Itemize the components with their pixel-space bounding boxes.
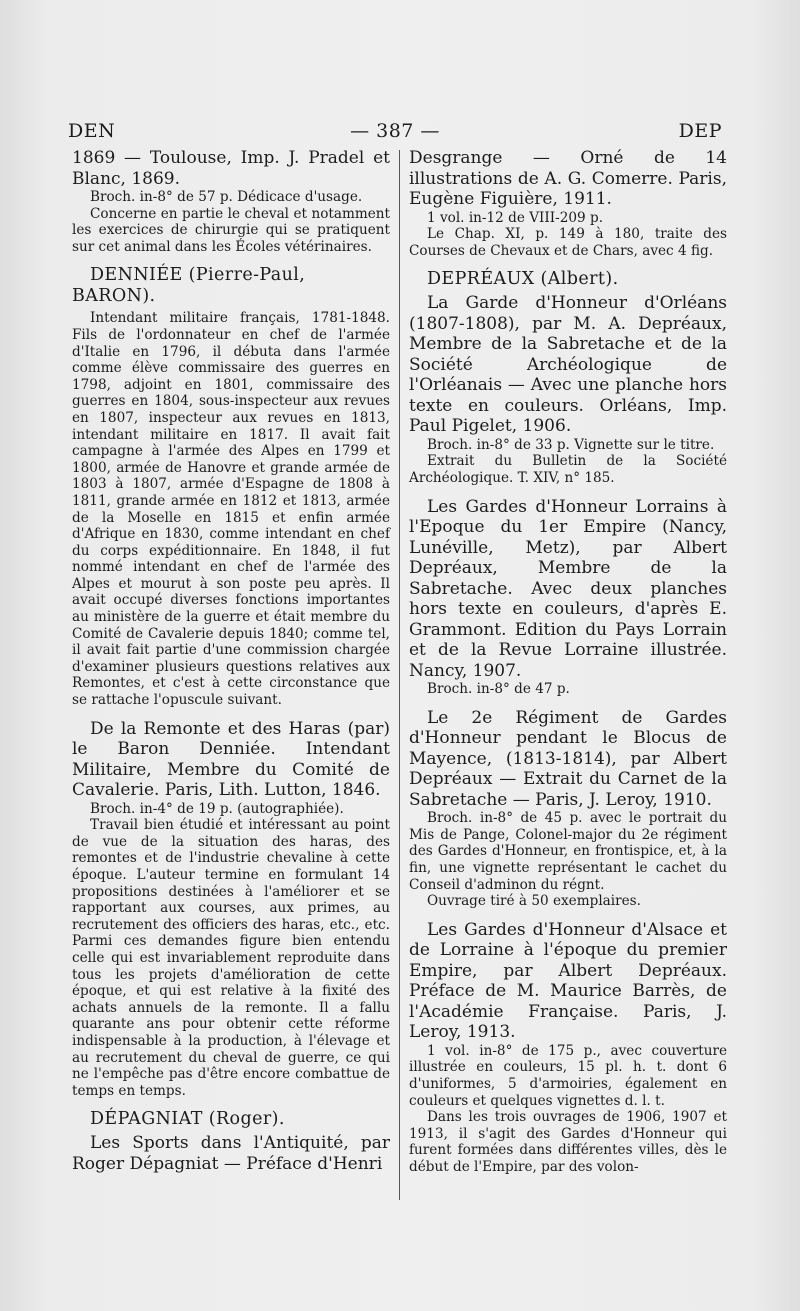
entry-note: Concerne en partie le cheval et notamment les exercices de chirurgie qui se pratiquent sur cet animal dans les Écoles vétérinaires. (72, 205, 390, 255)
entry-title: Le 2e Régiment de Gardes d'Honneur pendant le Blocus de Mayence, (1813-1814), par Albert Depréaux — Extrait du Carnet de la Sabretache — Paris, J. Leroy, 1910. (409, 707, 727, 810)
running-header (68, 120, 722, 146)
entry-note: Travail bien étudié et intéressant au point de vue de la situation des haras, des remontes et de l'industrie chevaline à cette époque. L'auteur termine en formulant 14 propositions destinées à l'améliorer et se rapportant aux courses, aux primes, au recrutement des officiers des haras, etc., etc. Parmi ces demandes figure bien entendu celle qui est invariablement reproduite dans tous les projets d'amélioration de cette époque, et qui est relative à la fixité des achats annuels de la remonte. Il a fallu quarante ans pour obtenir cette réforme indispensable à la production, à l'élevage et au recrutement du cheval de guerre, ce qui ne l'empêche pas d'être encore combattue de temps en temps. (72, 817, 390, 1099)
entry-title: La Garde d'Honneur d'Orléans (1807-1808), par M. A. Depréaux, Membre de la Sabretache et de la Société Archéologique de l'Orléanais — Avec une planche hors texte en couleurs. Orléans, Imp. Paul Pigelet, 1906. (409, 293, 727, 437)
entry-note: Ouvrage tiré à 50 exemplaires. (427, 893, 641, 910)
entry-title: De la Remonte et des Haras (par) le Baron Denniée. Intendant Militaire, Membre du Comité de Cavalerie. Paris, Lith. Lutton, 1846. (72, 718, 390, 801)
left-column (72, 148, 390, 1174)
entry-format: Broch. in-4° de 19 p. (autographiée). (90, 800, 344, 817)
author-heading: DEPRÉAUX (Albert). (427, 269, 619, 290)
entry-imprint: Desgrange — Orné de 14 illustrations de A. G. Comerre. Paris, Eugène Figuière, 1911. (409, 148, 727, 209)
author-heading: DÉPAGNIAT (Roger). (90, 1109, 285, 1130)
entry-format: Broch. in-8° de 57 p. Dédicace d'usage. (90, 189, 363, 205)
entry-imprint: 1869 — Toulouse, Imp. J. Pradel et Blanc, 1869. (72, 148, 390, 189)
entry-note: Extrait du Bulletin de la Société Archéologique. T. XIV, n° 185. (409, 453, 727, 486)
entry-format: Broch. in-8° de 47 p. (427, 681, 570, 698)
entry-title: Les Gardes d'Honneur d'Alsace et de Lorraine à l'époque du premier Empire, par Albert Depréaux. Préface de M. Maurice Barrès, de l'Académie Française. Paris, J. Leroy, 1913. (409, 919, 727, 1043)
author-biography: Intendant militaire français, 1781-1848. Fils de l'ordonnateur en chef de l'armée d'Italie en 1796, il débuta dans l'armée comme élève commissaire des guerres en 1798, adjoint en 1801, commissaire des guerres en 1804, sous-inspecteur aux revues en 1807, inspecteur aux revues en 1813, intendant militaire en 1817. Il avait fait campagne à l'armée des Alpes en 1799 et 1800, armée de Hanovre et grande armée de 1803 à 1807, armée d'Espagne de 1808 à 1811, grande armée en 1812 et 1813, armée de la Moselle en 1815 et enfin armée d'Afrique en 1830, comme intendant en chef du corps expéditionnaire. En 1848, il fut nommé intendant en chef de l'armée des Alpes et mourut à son poste peu après. Il avait occupé diverses fonctions importantes au ministère de la guerre et était membre du Comité de Cavalerie depuis 1840; comme tel, il avait fait partie d'une commission chargée d'examiner plusieurs questions relatives aux Remontes, et c'est à cette circonstance que se rattache l'opuscule suivant. (72, 310, 390, 709)
header-right: DEP (678, 120, 722, 142)
page-number: — 387 — (350, 120, 440, 142)
column-divider (399, 150, 400, 1200)
entry-format: 1 vol. in-8° de 175 p., avec couverture illustrée en couleurs, 15 pl. h. t. dont 6 d'uniformes, 5 d'armoiries, également en couleurs et quelques vignettes d. l. t. (409, 1042, 727, 1109)
entry-note: Le Chap. XI, p. 149 à 180, traite des Courses de Chevaux et de Chars, avec 4 fig. (409, 226, 727, 259)
author-heading: DENNIÉE (Pierre-Paul, BARON). (72, 265, 306, 307)
entry-format: Broch. in-8° de 33 p. Vignette sur le titre. (427, 436, 715, 453)
entry-format: Broch. in-8° de 45 p. avec le portrait du Mis de Pange, Colonel-major du 2e régiment des Gardes d'Honneur, en frontispice, et, à la fin, une vignette représentant le cachet du Conseil d'adminon du régnt. (409, 810, 727, 893)
entry-title: Les Gardes d'Honneur Lorrains à l'Epoque du 1er Empire (Nancy, Lunéville, Metz), par Albert Depréaux, Membre de la Sabretache. Avec deux planches hors texte en couleurs, d'après E. Grammont. Edition du Pays Lorrain et de la Revue Lorraine illustrée. Nancy, 1907. (409, 496, 727, 681)
header-left: DEN (68, 120, 116, 142)
entry-title: Les Sports dans l'Antiquité, par Roger Dépagniat — Préface d'Henri (72, 1133, 390, 1174)
right-column (409, 148, 727, 1175)
entry-note: Dans les trois ouvrages de 1906, 1907 et 1913, il s'agit des Gardes d'Honneur qui furent formées dans différentes villes, dès le début de l'Empire, par des volon- (409, 1109, 727, 1175)
entry-format: 1 vol. in-12 de VIII-209 p. (427, 209, 604, 226)
